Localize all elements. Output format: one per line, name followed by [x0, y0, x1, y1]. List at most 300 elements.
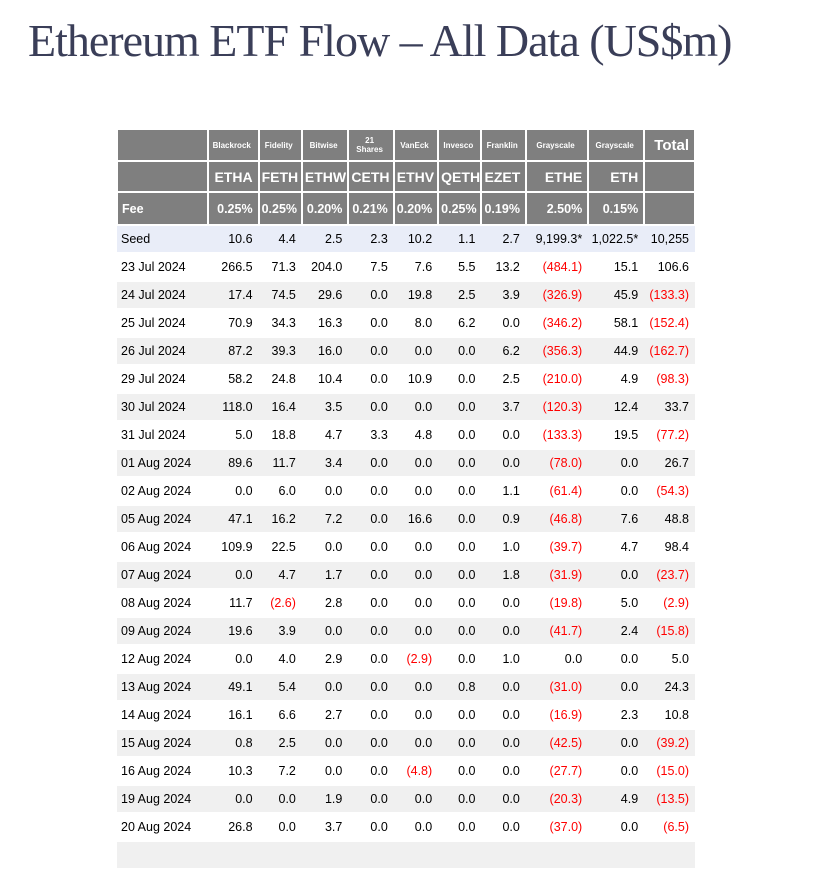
- row-label: 25 Jul 2024: [117, 309, 208, 337]
- row-label: 19 Aug 2024: [117, 785, 208, 813]
- flow-value: 0.0: [348, 561, 393, 589]
- flow-value: 2.9: [302, 645, 348, 673]
- flow-value: 0.0: [302, 673, 348, 701]
- flow-value: 0.0: [481, 785, 525, 813]
- flow-value: 0.0: [302, 533, 348, 561]
- flow-value: 0.0: [348, 645, 393, 673]
- flow-value: 0.0: [481, 421, 525, 449]
- issuer-header-invesco: Invesco: [438, 129, 481, 161]
- flow-value: 3.9: [259, 617, 302, 645]
- flow-value: 89.6: [208, 449, 259, 477]
- row-label: 26 Jul 2024: [117, 337, 208, 365]
- flow-value: 109.9: [208, 533, 259, 561]
- fee-value: 0.19%: [481, 192, 525, 225]
- flow-value: 6.6: [259, 701, 302, 729]
- flow-value: 0.0: [394, 393, 438, 421]
- flow-value: 1,022.5*: [588, 225, 644, 253]
- flow-value: 0.0: [438, 589, 481, 617]
- fee-value: 0.21%: [348, 192, 393, 225]
- flow-value: 4.4: [259, 225, 302, 253]
- flow-value: 24.3: [644, 673, 695, 701]
- empty-cell: [348, 841, 393, 869]
- flow-value: 11.7: [208, 589, 259, 617]
- flow-value: 0.9: [481, 505, 525, 533]
- flow-value: 0.0: [588, 561, 644, 589]
- flow-value: 0.0: [259, 813, 302, 841]
- flow-value: 71.3: [259, 253, 302, 281]
- row-label: 30 Jul 2024: [117, 393, 208, 421]
- empty-cell: [526, 841, 588, 869]
- flow-value: 0.0: [481, 449, 525, 477]
- flow-value: 3.7: [302, 813, 348, 841]
- flow-value: 0.0: [438, 533, 481, 561]
- flow-value: (78.0): [526, 449, 588, 477]
- table-row: [117, 477, 695, 505]
- flow-value: 2.5: [302, 225, 348, 253]
- flow-value: (20.3): [526, 785, 588, 813]
- flow-value: 0.0: [438, 785, 481, 813]
- flow-value: 0.0: [481, 589, 525, 617]
- flow-value: 0.0: [438, 729, 481, 757]
- empty-header-cell: [117, 161, 208, 192]
- flow-value: 1.1: [481, 477, 525, 505]
- flow-value: (484.1): [526, 253, 588, 281]
- flow-value: 47.1: [208, 505, 259, 533]
- fee-header-row: [117, 192, 695, 225]
- flow-value: (42.5): [526, 729, 588, 757]
- flow-value: 0.0: [438, 477, 481, 505]
- flow-value: (326.9): [526, 281, 588, 309]
- table-row: [117, 673, 695, 701]
- flow-value: 0.0: [394, 617, 438, 645]
- flow-value: 5.0: [644, 645, 695, 673]
- flow-value: 3.4: [302, 449, 348, 477]
- flow-value: 1.8: [481, 561, 525, 589]
- flow-value: 5.0: [588, 589, 644, 617]
- fee-value: 0.25%: [208, 192, 259, 225]
- flow-value: 0.0: [208, 645, 259, 673]
- ticker-header-feth: FETH: [259, 161, 302, 192]
- flow-value: (162.7): [644, 337, 695, 365]
- issuer-header-row: [117, 129, 695, 161]
- row-label: 14 Aug 2024: [117, 701, 208, 729]
- flow-value: 0.0: [348, 757, 393, 785]
- fee-value: 0.25%: [438, 192, 481, 225]
- corner-cell: [117, 129, 208, 161]
- flow-value: 0.0: [348, 813, 393, 841]
- fee-value: 2.50%: [526, 192, 588, 225]
- flow-value: 22.5: [259, 533, 302, 561]
- flow-value: 17.4: [208, 281, 259, 309]
- row-label: 06 Aug 2024: [117, 533, 208, 561]
- flow-value: 0.0: [588, 477, 644, 505]
- table-header: [117, 129, 695, 225]
- flow-value: 0.0: [438, 701, 481, 729]
- ticker-header-ethw: ETHW: [302, 161, 348, 192]
- empty-cell: [588, 841, 644, 869]
- flow-value: 16.6: [394, 505, 438, 533]
- flow-value: 0.0: [481, 757, 525, 785]
- flow-value: 11.7: [259, 449, 302, 477]
- flow-value: 19.6: [208, 617, 259, 645]
- flow-value: (133.3): [526, 421, 588, 449]
- flow-value: 0.0: [588, 729, 644, 757]
- flow-value: 5.4: [259, 673, 302, 701]
- flow-value: 9,199.3*: [526, 225, 588, 253]
- flow-value: 0.0: [438, 449, 481, 477]
- flow-value: 0.0: [438, 757, 481, 785]
- flow-value: 0.0: [394, 813, 438, 841]
- table-row: [117, 309, 695, 337]
- flow-value: 26.7: [644, 449, 695, 477]
- empty-cell: [481, 841, 525, 869]
- ticker-header-eth: ETH: [588, 161, 644, 192]
- flow-value: 0.0: [438, 617, 481, 645]
- flow-value: (23.7): [644, 561, 695, 589]
- flow-value: 4.9: [588, 785, 644, 813]
- flow-value: 10.6: [208, 225, 259, 253]
- table-row: [117, 645, 695, 673]
- total-column-header: Total: [644, 129, 695, 161]
- empty-cell: [302, 841, 348, 869]
- issuer-header-grayscale: Grayscale: [526, 129, 588, 161]
- flow-value: 0.0: [438, 365, 481, 393]
- flow-value: (15.8): [644, 617, 695, 645]
- flow-value: 8.0: [394, 309, 438, 337]
- ticker-header-qeth: QETH: [438, 161, 481, 192]
- flow-value: (210.0): [526, 365, 588, 393]
- flow-value: 0.0: [348, 785, 393, 813]
- issuer-header-fidelity: Fidelity: [259, 129, 302, 161]
- flow-value: 0.0: [588, 449, 644, 477]
- row-label: 15 Aug 2024: [117, 729, 208, 757]
- flow-value: (31.0): [526, 673, 588, 701]
- flow-value: 0.0: [394, 701, 438, 729]
- flow-value: 204.0: [302, 253, 348, 281]
- flow-value: 4.7: [302, 421, 348, 449]
- ticker-header-ezet: EZET: [481, 161, 525, 192]
- flow-value: 45.9: [588, 281, 644, 309]
- flow-value: (15.0): [644, 757, 695, 785]
- row-label: 07 Aug 2024: [117, 561, 208, 589]
- flow-value: 24.8: [259, 365, 302, 393]
- flow-value: 0.0: [394, 589, 438, 617]
- flow-value: 106.6: [644, 253, 695, 281]
- flow-value: 0.0: [481, 729, 525, 757]
- flow-value: (19.8): [526, 589, 588, 617]
- flow-value: 16.4: [259, 393, 302, 421]
- fee-value: 0.20%: [394, 192, 438, 225]
- flow-value: 0.0: [348, 281, 393, 309]
- flow-value: 0.0: [348, 617, 393, 645]
- row-label: 20 Aug 2024: [117, 813, 208, 841]
- flow-value: 58.1: [588, 309, 644, 337]
- flow-value: 0.0: [208, 477, 259, 505]
- flow-value: (120.3): [526, 393, 588, 421]
- ticker-header-row: [117, 161, 695, 192]
- flow-value: (27.7): [526, 757, 588, 785]
- flow-value: 0.0: [348, 393, 393, 421]
- row-label: 31 Jul 2024: [117, 421, 208, 449]
- flow-value: 16.3: [302, 309, 348, 337]
- flow-value: 0.0: [348, 589, 393, 617]
- flow-value: 4.8: [394, 421, 438, 449]
- flow-value: (133.3): [644, 281, 695, 309]
- flow-value: 0.0: [394, 449, 438, 477]
- flow-value: 48.8: [644, 505, 695, 533]
- flow-value: 1.9: [302, 785, 348, 813]
- flow-value: (6.5): [644, 813, 695, 841]
- flow-value: 0.0: [588, 673, 644, 701]
- flow-value: 6.0: [259, 477, 302, 505]
- flow-value: 0.0: [348, 533, 393, 561]
- flow-value: 16.0: [302, 337, 348, 365]
- flow-value: (54.3): [644, 477, 695, 505]
- flow-value: 0.0: [481, 701, 525, 729]
- flow-value: 3.3: [348, 421, 393, 449]
- table-row: [117, 225, 695, 253]
- flow-value: 3.9: [481, 281, 525, 309]
- flow-value: 26.8: [208, 813, 259, 841]
- flow-value: 4.7: [588, 533, 644, 561]
- flow-value: (2.6): [259, 589, 302, 617]
- flow-value: 7.2: [302, 505, 348, 533]
- fee-row-label: Fee: [117, 192, 208, 225]
- empty-cell: [259, 841, 302, 869]
- flow-value: 0.0: [348, 309, 393, 337]
- flow-value: 0.0: [302, 617, 348, 645]
- clipped-next-row: [117, 841, 695, 869]
- flow-value: 0.8: [438, 673, 481, 701]
- flow-value: 4.0: [259, 645, 302, 673]
- flow-value: 58.2: [208, 365, 259, 393]
- empty-header-cell: [644, 161, 695, 192]
- flow-value: 0.0: [438, 337, 481, 365]
- flow-value: 0.0: [302, 729, 348, 757]
- flow-value: 4.9: [588, 365, 644, 393]
- table-row: [117, 589, 695, 617]
- flow-value: (152.4): [644, 309, 695, 337]
- row-label: 24 Jul 2024: [117, 281, 208, 309]
- flow-value: 49.1: [208, 673, 259, 701]
- flow-value: 44.9: [588, 337, 644, 365]
- flow-value: 0.0: [438, 813, 481, 841]
- ticker-header-ethv: ETHV: [394, 161, 438, 192]
- flow-value: 18.8: [259, 421, 302, 449]
- table-body: [117, 225, 695, 869]
- flow-value: 10.4: [302, 365, 348, 393]
- flow-value: (4.8): [394, 757, 438, 785]
- flow-value: 0.0: [438, 421, 481, 449]
- row-label: 23 Jul 2024: [117, 253, 208, 281]
- ticker-header-etha: ETHA: [208, 161, 259, 192]
- empty-cell: [117, 841, 208, 869]
- table-row: [117, 337, 695, 365]
- flow-value: 15.1: [588, 253, 644, 281]
- flow-value: 0.0: [588, 813, 644, 841]
- flow-value: 0.8: [208, 729, 259, 757]
- flow-value: 0.0: [588, 645, 644, 673]
- flow-value: 0.0: [438, 645, 481, 673]
- flow-value: 7.2: [259, 757, 302, 785]
- flow-value: 1.0: [481, 645, 525, 673]
- flow-value: 5.5: [438, 253, 481, 281]
- flow-value: 0.0: [481, 309, 525, 337]
- flow-value: 16.1: [208, 701, 259, 729]
- fee-value: 0.20%: [302, 192, 348, 225]
- flow-value: 98.4: [644, 533, 695, 561]
- flow-value: (39.7): [526, 533, 588, 561]
- flow-value: 33.7: [644, 393, 695, 421]
- flow-value: 0.0: [302, 757, 348, 785]
- issuer-header-vaneck: VanEck: [394, 129, 438, 161]
- table-row: [117, 729, 695, 757]
- fee-value: 0.25%: [259, 192, 302, 225]
- flow-value: 0.0: [302, 477, 348, 505]
- flow-value: 2.5: [481, 365, 525, 393]
- flow-value: (2.9): [394, 645, 438, 673]
- row-label: 16 Aug 2024: [117, 757, 208, 785]
- flow-value: (77.2): [644, 421, 695, 449]
- empty-header-cell: [644, 192, 695, 225]
- flow-value: (46.8): [526, 505, 588, 533]
- flow-value: 0.0: [208, 561, 259, 589]
- flow-value: 2.5: [438, 281, 481, 309]
- etf-flow-table: [116, 128, 696, 870]
- flow-value: 10,255: [644, 225, 695, 253]
- fee-value: 0.15%: [588, 192, 644, 225]
- flow-value: 0.0: [438, 505, 481, 533]
- flow-value: 0.0: [348, 365, 393, 393]
- issuer-header-21-shares: 21 Shares: [348, 129, 393, 161]
- flow-value: 0.0: [394, 729, 438, 757]
- flow-value: 0.0: [438, 393, 481, 421]
- issuer-header-grayscale: Grayscale: [588, 129, 644, 161]
- flow-value: 13.2: [481, 253, 525, 281]
- flow-value: (61.4): [526, 477, 588, 505]
- row-label: 02 Aug 2024: [117, 477, 208, 505]
- table-row: [117, 365, 695, 393]
- flow-value: 6.2: [481, 337, 525, 365]
- flow-value: 0.0: [394, 477, 438, 505]
- row-label: 12 Aug 2024: [117, 645, 208, 673]
- flow-value: 266.5: [208, 253, 259, 281]
- flow-value: 0.0: [481, 673, 525, 701]
- table-row: [117, 813, 695, 841]
- ticker-header-ethe: ETHE: [526, 161, 588, 192]
- row-label: 13 Aug 2024: [117, 673, 208, 701]
- table-row: [117, 421, 695, 449]
- flow-value: 74.5: [259, 281, 302, 309]
- table-row: [117, 505, 695, 533]
- flow-value: 34.3: [259, 309, 302, 337]
- flow-value: 10.8: [644, 701, 695, 729]
- flow-value: 0.0: [348, 729, 393, 757]
- flow-value: (2.9): [644, 589, 695, 617]
- flow-value: (346.2): [526, 309, 588, 337]
- flow-value: 2.8: [302, 589, 348, 617]
- flow-value: 10.3: [208, 757, 259, 785]
- flow-value: (41.7): [526, 617, 588, 645]
- flow-value: 118.0: [208, 393, 259, 421]
- flow-value: 0.0: [348, 449, 393, 477]
- table-row: [117, 449, 695, 477]
- flow-value: 3.5: [302, 393, 348, 421]
- flow-value: 0.0: [438, 561, 481, 589]
- flow-value: 2.4: [588, 617, 644, 645]
- issuer-header-bitwise: Bitwise: [302, 129, 348, 161]
- flow-value: 10.9: [394, 365, 438, 393]
- issuer-header-franklin: Franklin: [481, 129, 525, 161]
- flow-value: 0.0: [348, 701, 393, 729]
- flow-value: 16.2: [259, 505, 302, 533]
- row-label: Seed: [117, 225, 208, 253]
- table-row: [117, 757, 695, 785]
- flow-value: 0.0: [348, 505, 393, 533]
- flow-value: 1.1: [438, 225, 481, 253]
- flow-value: 19.5: [588, 421, 644, 449]
- flow-value: 2.5: [259, 729, 302, 757]
- flow-value: 0.0: [588, 757, 644, 785]
- row-label: 09 Aug 2024: [117, 617, 208, 645]
- flow-value: 2.3: [588, 701, 644, 729]
- flow-value: 3.7: [481, 393, 525, 421]
- flow-value: 0.0: [481, 617, 525, 645]
- flow-value: 0.0: [526, 645, 588, 673]
- table-row: [117, 533, 695, 561]
- flow-value: 4.7: [259, 561, 302, 589]
- flow-value: 0.0: [481, 813, 525, 841]
- flow-value: 0.0: [208, 785, 259, 813]
- flow-value: 7.6: [588, 505, 644, 533]
- row-label: 08 Aug 2024: [117, 589, 208, 617]
- flow-value: 12.4: [588, 393, 644, 421]
- empty-cell: [438, 841, 481, 869]
- flow-value: 0.0: [259, 785, 302, 813]
- flow-value: (356.3): [526, 337, 588, 365]
- flow-value: 0.0: [394, 785, 438, 813]
- flow-value: 1.0: [481, 533, 525, 561]
- flow-value: 29.6: [302, 281, 348, 309]
- issuer-header-blackrock: Blackrock: [208, 129, 259, 161]
- flow-value: (39.2): [644, 729, 695, 757]
- flow-value: 39.3: [259, 337, 302, 365]
- flow-value: 1.7: [302, 561, 348, 589]
- flow-value: 0.0: [348, 477, 393, 505]
- flow-value: 10.2: [394, 225, 438, 253]
- flow-value: 0.0: [394, 673, 438, 701]
- empty-cell: [208, 841, 259, 869]
- flow-value: 70.9: [208, 309, 259, 337]
- ticker-header-ceth: CETH: [348, 161, 393, 192]
- flow-value: 7.6: [394, 253, 438, 281]
- flow-value: (37.0): [526, 813, 588, 841]
- table-row: [117, 281, 695, 309]
- flow-value: (13.5): [644, 785, 695, 813]
- table-row: [117, 561, 695, 589]
- table-row: [117, 785, 695, 813]
- flow-value: 0.0: [348, 337, 393, 365]
- table-row: [117, 701, 695, 729]
- flow-value: 19.8: [394, 281, 438, 309]
- row-label: 05 Aug 2024: [117, 505, 208, 533]
- empty-cell: [644, 841, 695, 869]
- row-label: 01 Aug 2024: [117, 449, 208, 477]
- flow-value: 0.0: [394, 337, 438, 365]
- flow-value: 0.0: [348, 673, 393, 701]
- flow-value: 7.5: [348, 253, 393, 281]
- flow-value: 2.7: [302, 701, 348, 729]
